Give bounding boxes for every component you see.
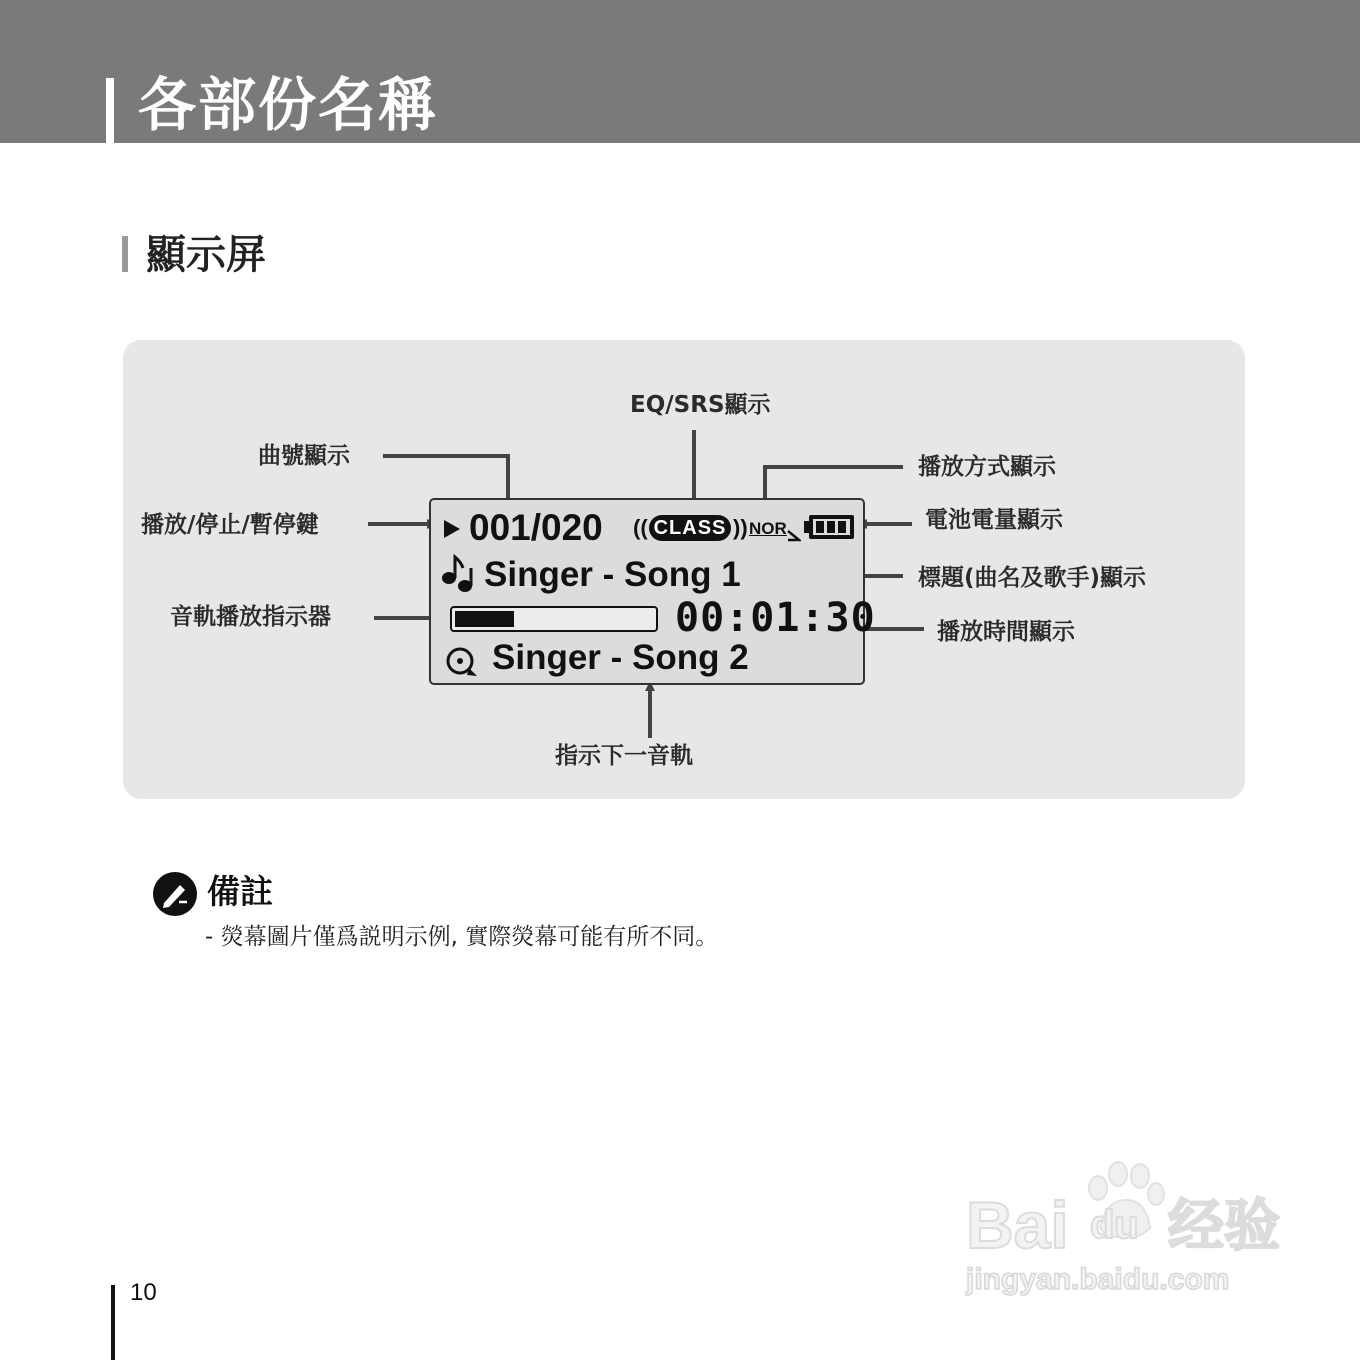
- label-track-number: 曲號顯示: [258, 443, 350, 469]
- watermark-brand: Bai: [966, 1188, 1069, 1262]
- page-number-rule: [111, 1285, 115, 1360]
- lcd-play-mode: NOR: [749, 519, 787, 538]
- label-play-mode: 播放方式顯示: [918, 454, 1056, 480]
- lcd-play-time: 00:01:30: [675, 595, 876, 641]
- label-next-track: 指示下一音軌: [555, 743, 693, 769]
- lcd-screen: [429, 498, 876, 685]
- play-icon: [442, 518, 462, 540]
- label-eq-srs: EQ/SRS顯示: [630, 392, 771, 418]
- page-title: 各部份名稱: [138, 71, 439, 139]
- watermark-url: jingyan.baidu.com: [966, 1263, 1230, 1296]
- eq-waves-left-icon: ((: [633, 515, 648, 540]
- play-mode-corner-icon: [787, 530, 801, 542]
- eq-waves-right-icon: )): [733, 515, 748, 540]
- section-title: 顯示屏: [146, 232, 266, 278]
- watermark-suffix: 经验: [1168, 1194, 1280, 1257]
- label-play-time: 播放時間顯示: [937, 619, 1075, 645]
- music-note-icon: [441, 554, 475, 594]
- watermark-brand-du: du: [1090, 1203, 1139, 1247]
- lcd-current-song: Singer - Song 1: [484, 555, 741, 594]
- battery-icon: [804, 513, 856, 541]
- next-track-icon: [445, 646, 479, 678]
- pencil-note-icon: [153, 872, 197, 916]
- note-title: 備註: [207, 872, 273, 911]
- label-title-info: 標題(曲名及歌手)顯示: [918, 565, 1147, 591]
- eq-class-badge: CLASS: [649, 515, 731, 541]
- label-battery: 電池電量顯示: [925, 507, 1063, 533]
- lcd-track-number: 001/020: [469, 507, 603, 548]
- label-track-indicator: 音軌播放指示器: [170, 604, 331, 630]
- note-text: - 熒幕圖片僅爲説明示例, 實際熒幕可能有所不同。: [205, 924, 719, 950]
- label-play-stop-pause: 播放/停止/暫停鍵: [141, 512, 319, 538]
- progress-bar: [450, 606, 658, 632]
- progress-fill: [455, 611, 514, 627]
- page-number: 10: [130, 1279, 157, 1306]
- lcd-next-song: Singer - Song 2: [492, 638, 749, 677]
